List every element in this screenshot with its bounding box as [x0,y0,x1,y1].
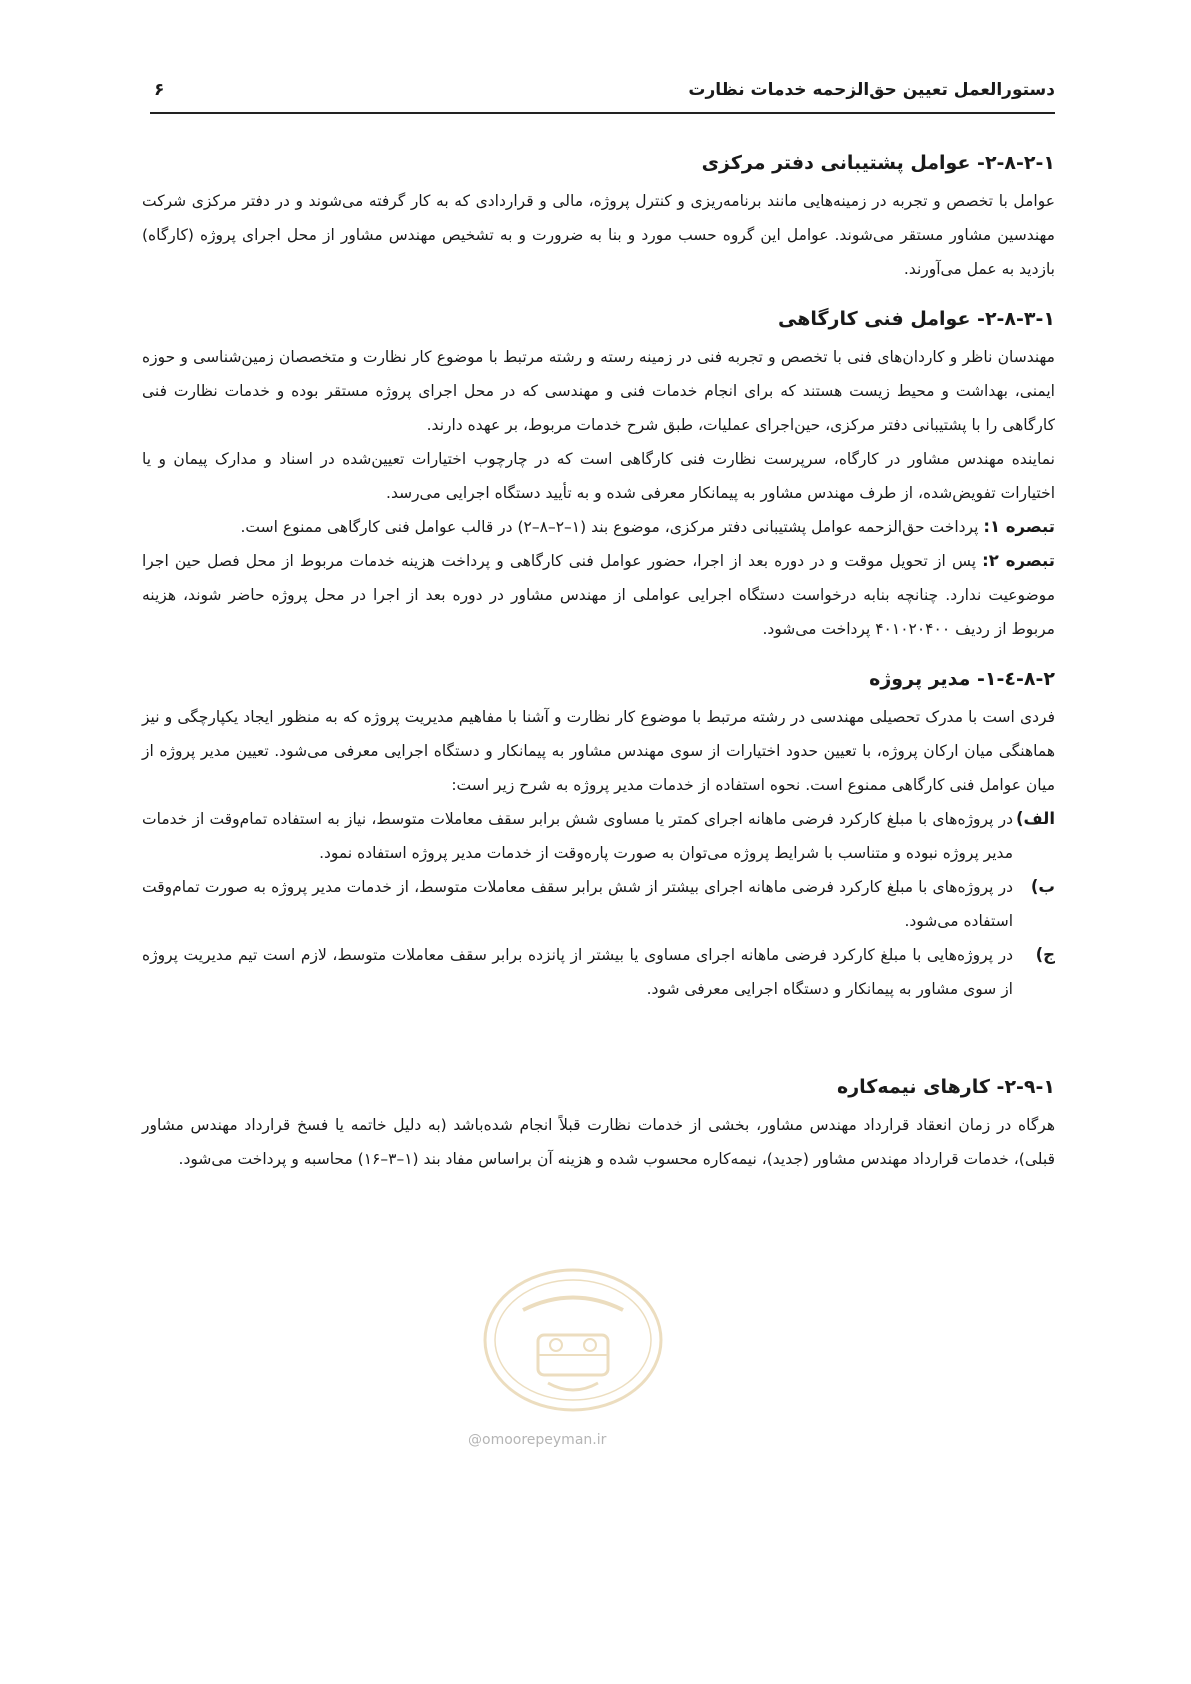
list-item-text: در پروژه‌های با مبلغ کارکرد فرضی ماهانه اجرای بیشتر از شش برابر سقف معاملات متوسط، از خدمات مدیر پروژه به صورت تمام‌وقت استفاده می‌شود. [142,878,1013,930]
section-central-office-support [142,148,1055,286]
section-heading: ٢-٨-٤-١- مدیر پروژه [869,668,1055,690]
watermark-url: @omoorepeyman.ir [468,1432,607,1448]
main-content [142,148,1055,1194]
section-heading: ۲-۸-۲-۱- عوامل پشتیبانی دفتر مرکزی [701,152,1055,174]
note-label: تبصره ۲: [982,551,1055,570]
note-text: پرداخت حق‌الزحمه عوامل پشتیبانی دفتر مرکزی، موضوع بند (۱–۲–۸–۲) در قالب عوامل فنی کارگاهی ممنوع است. [240,518,984,536]
page-number: ۶ [154,80,165,100]
note-1 [142,510,1055,544]
section-paragraph: نماینده مهندس مشاور در کارگاه، سرپرست نظارت فنی کارگاهی است که در چارچوب اختیارات تعیین‌شده در اسناد و مدارک پیمان و یا اختیارات تفویض‌شده، از طرف مهندس مشاور به پیمانکار معرفی شده و به تأیید دستگاه اجرایی می‌رسد. [142,450,1055,502]
list-item [142,938,1055,1006]
section-spacer [142,1024,1055,1072]
list-marker: ج) [1035,945,1055,964]
list-item [142,802,1055,870]
section-paragraph: هرگاه در زمان انعقاد قرارداد مهندس مشاور، بخشی از خدمات نظارت قبلاً انجام شده‌باشد (به دلیل خاتمه یا فسخ قرارداد مهندس مشاور قبلی)، خدمات قرارداد مهندس مشاور (جدید)، نیمه‌کاره محسوب شده و هزینه آن براساس مفاد بند (۱–۳–۱۶) محاسبه و پرداخت می‌شود. [142,1116,1055,1168]
note-label: تبصره ۱: [983,517,1055,536]
document-title: دستورالعمل تعیین حق‌الزحمه خدمات نظارت [688,80,1055,100]
list-item [142,870,1055,938]
section-paragraph: عوامل با تخصص و تجربه در زمینه‌هایی مانند برنامه‌ریزی و کنترل پروژه، مالی و قراردادی که به کار گرفته می‌شوند و در دفتر مرکزی شرکت مهندسین مشاور مستقر می‌شوند. عوامل این گروه حسب مورد و بنا به ضرورت و به تشخیص مهندس مشاور از محل اجرای پروژه (کارگاه) بازدید به عمل می‌آورند. [142,192,1055,278]
list-item-text: در پروژه‌های با مبلغ کارکرد فرضی ماهانه اجرای کمتر یا مساوی شش برابر سقف معاملات متوسط، نیاز به استفاده تمام‌وقت از خدمات مدیر پروژه نبوده و متناسب با شرایط پروژه می‌توان به صورت پاره‌وقت از خدمات مدیر پروژه استفاده نمود. [142,810,1013,862]
section-unfinished-works [142,1072,1055,1176]
list-marker: الف) [1015,809,1055,828]
section-paragraph: مهندسان ناظر و کاردان‌های فنی با تخصص و تجربه فنی در زمینه رسته و رشته مرتبط با موضوع کار نظارت و متخصصان زمین‌شناسی و حوزه ایمنی، بهداشت و محیط زیست هستند که برای انجام خدمات فنی و مهندسی که در محل اجرای پروژه مستقر بوده و خدمات نظارت فنی کارگاهی را با پشتیبانی دفتر مرکزی، حین‌اجرای عملیات، طبق شرح خدمات مربوط، بر عهده دارند. [142,348,1055,434]
section-site-technical-staff [142,304,1055,646]
section-heading: ۲-۹-۱- کارهای نیمه‌کاره [836,1076,1055,1098]
note-2 [142,544,1055,646]
note-text: پس از تحویل موقت و در دوره بعد از اجرا، حضور عوامل فنی کارگاهی و پرداخت هزینه خدمات مربوط از محل فصل حین اجرا موضوعیت ندارد. چنانچه بنابه درخواست دستگاه اجرایی عواملی از مهندس مشاور در دوره بعد از اجرا در محل پروژه حاضر شوند، هزینه مربوط از ردیف ۴۰۱۰۲۰۴۰۰ پرداخت می‌شود. [142,552,1055,638]
section-project-manager [142,664,1055,1006]
list-marker: ب) [1030,877,1055,896]
section-heading: ۲-۸-۳-۱- عوامل فنی کارگاهی [777,308,1055,330]
section-paragraph: فردی است با مدرک تحصیلی مهندسی در رشته مرتبط با موضوع کار نظارت و آشنا با مفاهیم مدیریت پروژه که به منظور ایجاد یکپارچگی و نیز هماهنگی میان ارکان پروژه، با تعیین حدود اختیارات از سوی مهندس مشاور به پیمانکار و دستگاه اجرایی معرفی می‌شود. تعیین مدیر پروژه از میان عوامل فنی کارگاهی ممنوع است. نحوه استفاده از خدمات مدیر پروژه به شرح زیر است: [142,708,1055,794]
list-item-text: در پروژه‌هایی با مبلغ کارکرد فرضی ماهانه اجرای مساوی یا بیشتر از پانزده برابر سقف معاملات متوسط، لازم است تیم مدیریت پروژه از سوی مشاور به پیمانکار و دستگاه اجرایی معرفی شود. [142,946,1013,998]
running-header [150,78,1055,114]
watermark-seal-icon [478,1265,668,1415]
